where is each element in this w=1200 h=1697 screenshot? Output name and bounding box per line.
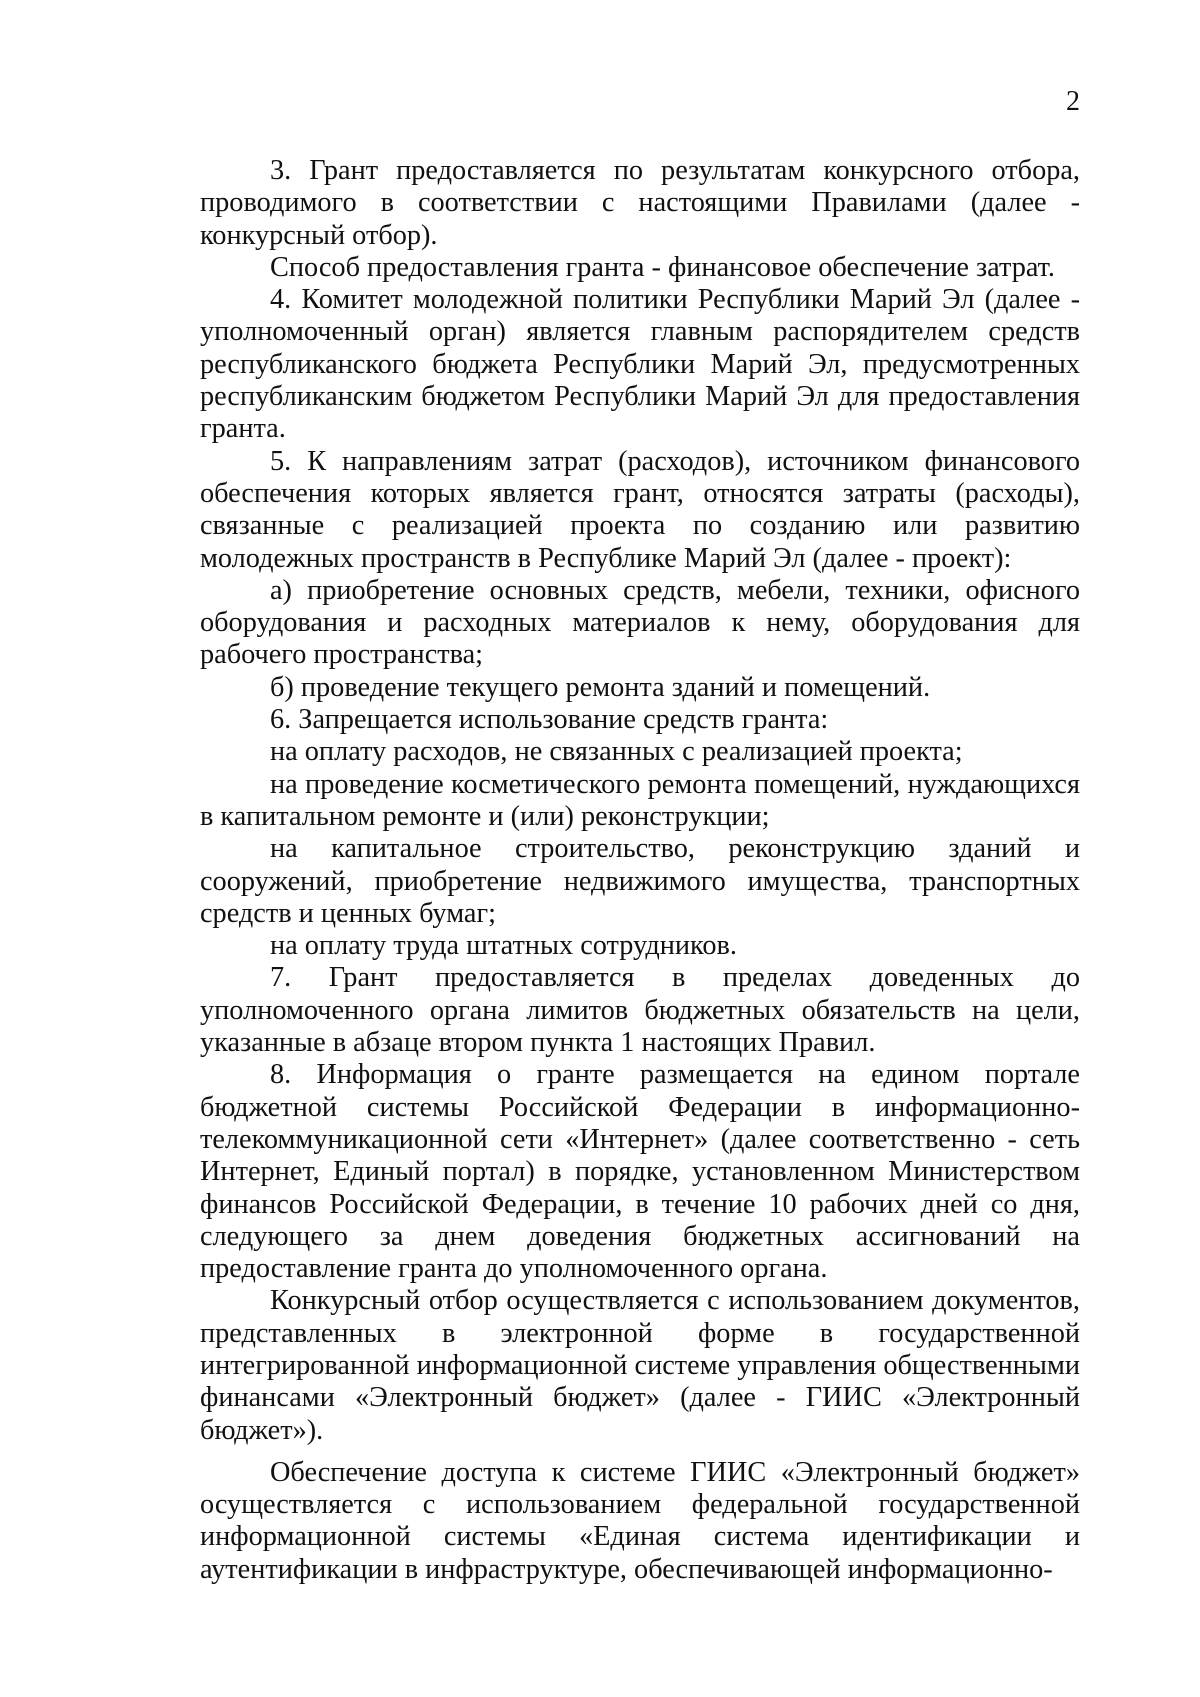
- paragraph-4: 4. Комитет молодежной политики Республики Марий Эл (далее - уполномоченный орган) является главным распорядителем средств республиканского бюджета Республики Марий Эл, предусмотренных республиканским бюджетом Республики Марий Эл для предоставления гранта.: [200, 284, 1080, 445]
- paragraph-6: 6. Запрещается использование средств гранта:: [270, 704, 829, 736]
- paragraph-6-item-4: на оплату труда штатных сотрудников.: [270, 930, 737, 962]
- paragraph-grant-method: Способ предоставления гранта - финансовое обеспечение затрат.: [270, 251, 1055, 283]
- paragraph-access: Обеспечение доступа к системе ГИИС «Электронный бюджет» осуществляется с использованием федеральной государственной информационной системы «Единая система идентификации и аутентификации в инфраструктуре, обеспечивающей информационно-: [200, 1456, 1080, 1585]
- paragraph-5a: а) приобретение основных средств, мебели, техники, офисного оборудования и расходных материалов к нему, оборудования для рабочего пространства;: [200, 574, 1080, 671]
- paragraph-6-item-3: на капитальное строительство, реконструкцию зданий и сооружений, приобретение недвижимого имущества, транспортных средств и ценных бумаг;: [200, 833, 1080, 929]
- paragraph-5b: б) проведение текущего ремонта зданий и помещений.: [270, 671, 931, 703]
- paragraph-6-item-2: на проведение косметического ремонта помещений, нуждающихся в капитальном ремонте и (или) реконструкции;: [200, 768, 1080, 832]
- paragraph-7: 7. Грант предоставляется в пределах доведенных до уполномоченного органа лимитов бюджетных обязательств на цели, указанные в абзаце втором пункта 1 настоящих Правил.: [200, 962, 1080, 1059]
- paragraph-competition: Конкурсный отбор осуществляется с использованием документов, представленных в электронной форме в государственной интегрированной информационной системе управления общественными финансами «Электронный бюджет» (далее - ГИИС «Электронный бюджет»).: [200, 1285, 1080, 1446]
- paragraph-5: 5. К направлениям затрат (расходов), источником финансового обеспечения которых является грант, относятся затраты (расходы), связанные с реализацией проекта по созданию или развитию молодежных пространств в Республике Марий Эл (далее - проект):: [200, 445, 1080, 574]
- page-number: 2: [1066, 86, 1080, 117]
- document-body: [200, 155, 1080, 1586]
- paragraph-8: 8. Информация о гранте размещается на едином портале бюджетной системы Российской Федерации в информационно-телекоммуникационной сети «Интернет» (далее соответственно - сеть Интернет, Единый портал) в порядке, установленном Министерством финансов Российской Федерации, в течение 10 рабочих дней со дня, следующего за днем доведения бюджетных ассигнований на предоставление гранта до уполномоченного органа.: [200, 1059, 1080, 1285]
- paragraph-6-item-1: на оплату расходов, не связанных с реализацией проекта;: [270, 736, 963, 768]
- paragraph-3: 3. Грант предоставляется по результатам конкурсного отбора, проводимого в соответствии с настоящими Правилами (далее - конкурсный отбор).: [200, 155, 1080, 251]
